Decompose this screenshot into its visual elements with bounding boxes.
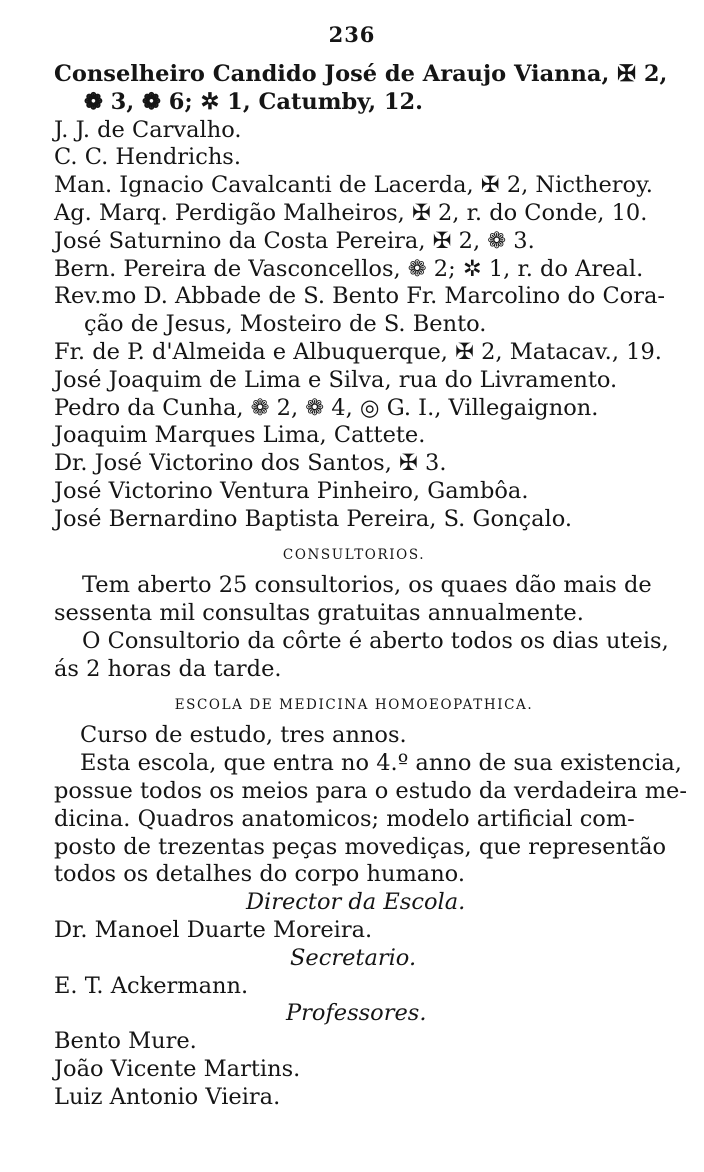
directory-entry: Ag. Marq. Perdigão Malheiros, ✠ 2, r. do Conde, 10.: [54, 199, 648, 226]
professor-name: Luiz Antonio Vieira.: [54, 1083, 281, 1110]
page-content: [54, 61, 687, 1111]
professor-name: João Vicente Martins.: [54, 1055, 301, 1082]
directory-entry: Joaquim Marques Lima, Cattete.: [54, 422, 426, 449]
escola-paragraph-line: posto de trezentas peças movediças, que representão: [54, 833, 667, 860]
escola-paragraph-line: Esta escola, que entra no 4.º anno de sua existencia,: [80, 750, 682, 777]
escola-curso: Curso de estudo, tres annos.: [80, 722, 407, 749]
page-number: 236: [328, 22, 376, 47]
directory-entry: Bern. Pereira de Vasconcellos, ❁ 2; ✲ 1, r. do Areal.: [54, 255, 644, 282]
directory-entry: Pedro da Cunha, ❁ 2, ❁ 4, ◎ G. I., Villegaignon.: [54, 394, 599, 421]
directory-entry: José Victorino Ventura Pinheiro, Gambôa.: [54, 477, 529, 504]
directory-entry: Fr. de P. d'Almeida e Albuquerque, ✠ 2, Matacav., 19.: [54, 338, 662, 365]
directory-entry: Conselheiro Candido José de Araujo Vianna, ✠ 2,: [54, 61, 668, 87]
directory-entry: Man. Ignacio Cavalcanti de Lacerda, ✠ 2, Nictheroy.: [54, 172, 653, 199]
consultorios-heading: CONSULTORIOS.: [282, 546, 426, 563]
directory-entry: Dr. José Victorino dos Santos, ✠ 3.: [54, 450, 447, 477]
directory-entry-continuation: ção de Jesus, Mosteiro de S. Bento.: [84, 311, 487, 338]
directory-entry: C. C. Hendrichs.: [54, 144, 242, 171]
escola-paragraph-line: dicina. Quadros anatomicos; modelo artificial com-: [54, 805, 635, 832]
directory-entry-continuation: ❁ 3, ❁ 6; ✲ 1, Catumby, 12.: [84, 88, 424, 115]
directory-entry: Rev.mo D. Abbade de S. Bento Fr. Marcolino do Cora-: [54, 283, 666, 310]
secretario-caption: Secretario.: [290, 944, 417, 971]
consultorios-section: [54, 572, 669, 683]
directory-entry: José Joaquim de Lima e Silva, rua do Livramento.: [54, 366, 618, 393]
escola-section: [54, 722, 687, 1111]
escola-heading: ESCOLA DE MEDICINA HOMOEOPATHICA.: [174, 696, 534, 713]
escola-paragraph-line: todos os detalhes do corpo humano.: [54, 861, 465, 888]
directory-list: [54, 61, 668, 534]
director-name: Dr. Manoel Duarte Moreira.: [54, 916, 373, 943]
professor-name: Bento Mure.: [54, 1028, 197, 1055]
director-caption: Director da Escola.: [246, 889, 466, 916]
directory-entry: José Bernardino Baptista Pereira, S. Gonçalo.: [54, 505, 573, 532]
escola-paragraph-line: possue todos os meios para o estudo da verdadeira me-: [54, 777, 687, 804]
consultorios-paragraph-line: Tem aberto 25 consultorios, os quaes dão mais de: [82, 572, 652, 599]
consultorios-paragraph-line: ás 2 horas da tarde.: [54, 655, 282, 682]
directory-entry: José Saturnino da Costa Pereira, ✠ 2, ❁ 3.: [54, 227, 535, 254]
consultorios-paragraph-line: O Consultorio da côrte é aberto todos os dias uteis,: [82, 627, 669, 654]
directory-entry: J. J. de Carvalho.: [54, 116, 242, 143]
consultorios-paragraph-line: sessenta mil consultas gratuitas annualmente.: [54, 600, 584, 627]
professores-caption: Professores.: [286, 1000, 427, 1027]
secretario-name: E. T. Ackermann.: [54, 972, 249, 999]
